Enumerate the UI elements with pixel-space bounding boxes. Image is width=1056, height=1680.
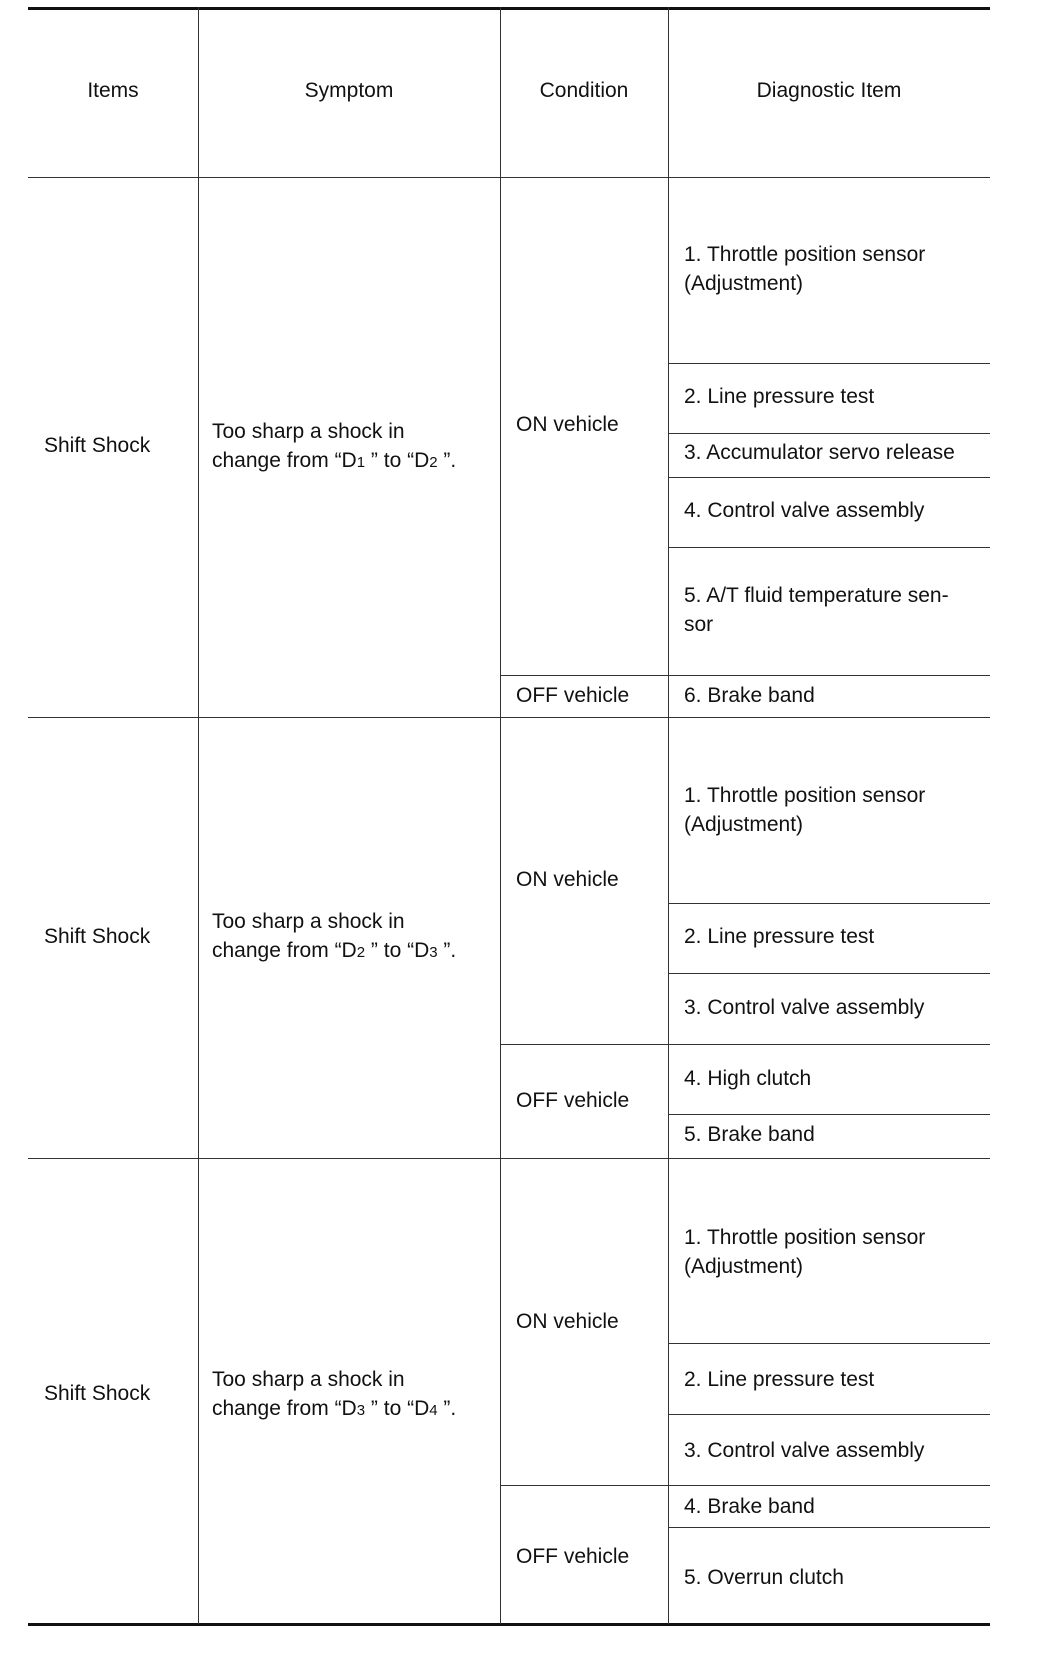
table-bottom-rule bbox=[28, 1623, 990, 1626]
diagnostic-item: 4. Brake band bbox=[684, 1495, 815, 1518]
column-divider bbox=[668, 7, 669, 1624]
diagnostic-item: 5. Brake band bbox=[684, 1123, 815, 1146]
row-divider bbox=[668, 433, 990, 434]
diagnostic-item: 4. High clutch bbox=[684, 1067, 812, 1090]
diagnostic-item: 6. Brake band bbox=[684, 684, 815, 707]
header-items: Items bbox=[87, 79, 139, 102]
condition-divider bbox=[500, 675, 990, 676]
diagnostic-item: 3. Control valve assembly bbox=[684, 996, 925, 1019]
symptom-text: Too sharp a shock in change from “D2 ” to “D3 ”. bbox=[212, 910, 457, 962]
header-diagnostic-item: Diagnostic Item bbox=[756, 79, 902, 102]
condition-on-vehicle: ON vehicle bbox=[516, 413, 619, 436]
diagnostic-item: 2. Line pressure test bbox=[684, 1368, 875, 1391]
header-divider bbox=[28, 177, 990, 178]
symptom-text: Too sharp a shock in change from “D3 ” to “D4 ”. bbox=[212, 1368, 457, 1420]
table-top-rule bbox=[28, 7, 990, 10]
diagnostic-item: 3. Control valve assembly bbox=[684, 1439, 925, 1462]
diagnostic-item: 5. Overrun clutch bbox=[684, 1566, 844, 1589]
condition-divider bbox=[500, 1485, 990, 1486]
group-divider bbox=[28, 1158, 990, 1159]
row-divider bbox=[668, 1114, 990, 1115]
diagnostic-item: 3. Accumulator servo release bbox=[684, 441, 955, 464]
row-divider bbox=[668, 1527, 990, 1528]
header-symptom: Symptom bbox=[304, 79, 394, 102]
diagnostic-item: 5. A/T fluid temperature sen- sor bbox=[684, 584, 949, 636]
diagnostic-item: 2. Line pressure test bbox=[684, 925, 875, 948]
condition-off-vehicle: OFF vehicle bbox=[516, 684, 630, 707]
item-label: Shift Shock bbox=[44, 1382, 151, 1405]
condition-divider bbox=[500, 1044, 990, 1045]
row-divider bbox=[668, 477, 990, 478]
row-divider bbox=[668, 1414, 990, 1415]
row-divider bbox=[668, 363, 990, 364]
diagnostic-item: 1. Throttle position sensor (Adjustment) bbox=[684, 784, 926, 836]
symptom-text: Too sharp a shock in change from “D1 ” to “D2 ”. bbox=[212, 420, 457, 472]
condition-off-vehicle: OFF vehicle bbox=[516, 1545, 630, 1568]
diagnostic-item: 4. Control valve assembly bbox=[684, 499, 925, 522]
row-divider bbox=[668, 547, 990, 548]
column-divider bbox=[500, 7, 501, 1624]
group-divider bbox=[28, 717, 990, 718]
item-label: Shift Shock bbox=[44, 925, 151, 948]
header-condition: Condition bbox=[539, 79, 629, 102]
diagnostic-item: 1. Throttle position sensor (Adjustment) bbox=[684, 1226, 926, 1278]
item-label: Shift Shock bbox=[44, 434, 151, 457]
column-divider bbox=[198, 7, 199, 1624]
row-divider bbox=[668, 1343, 990, 1344]
condition-on-vehicle: ON vehicle bbox=[516, 868, 619, 891]
diagnostic-item: 1. Throttle position sensor (Adjustment) bbox=[684, 243, 926, 295]
condition-on-vehicle: ON vehicle bbox=[516, 1310, 619, 1333]
row-divider bbox=[668, 903, 990, 904]
row-divider bbox=[668, 973, 990, 974]
condition-off-vehicle: OFF vehicle bbox=[516, 1089, 630, 1112]
diagnostic-item: 2. Line pressure test bbox=[684, 385, 875, 408]
